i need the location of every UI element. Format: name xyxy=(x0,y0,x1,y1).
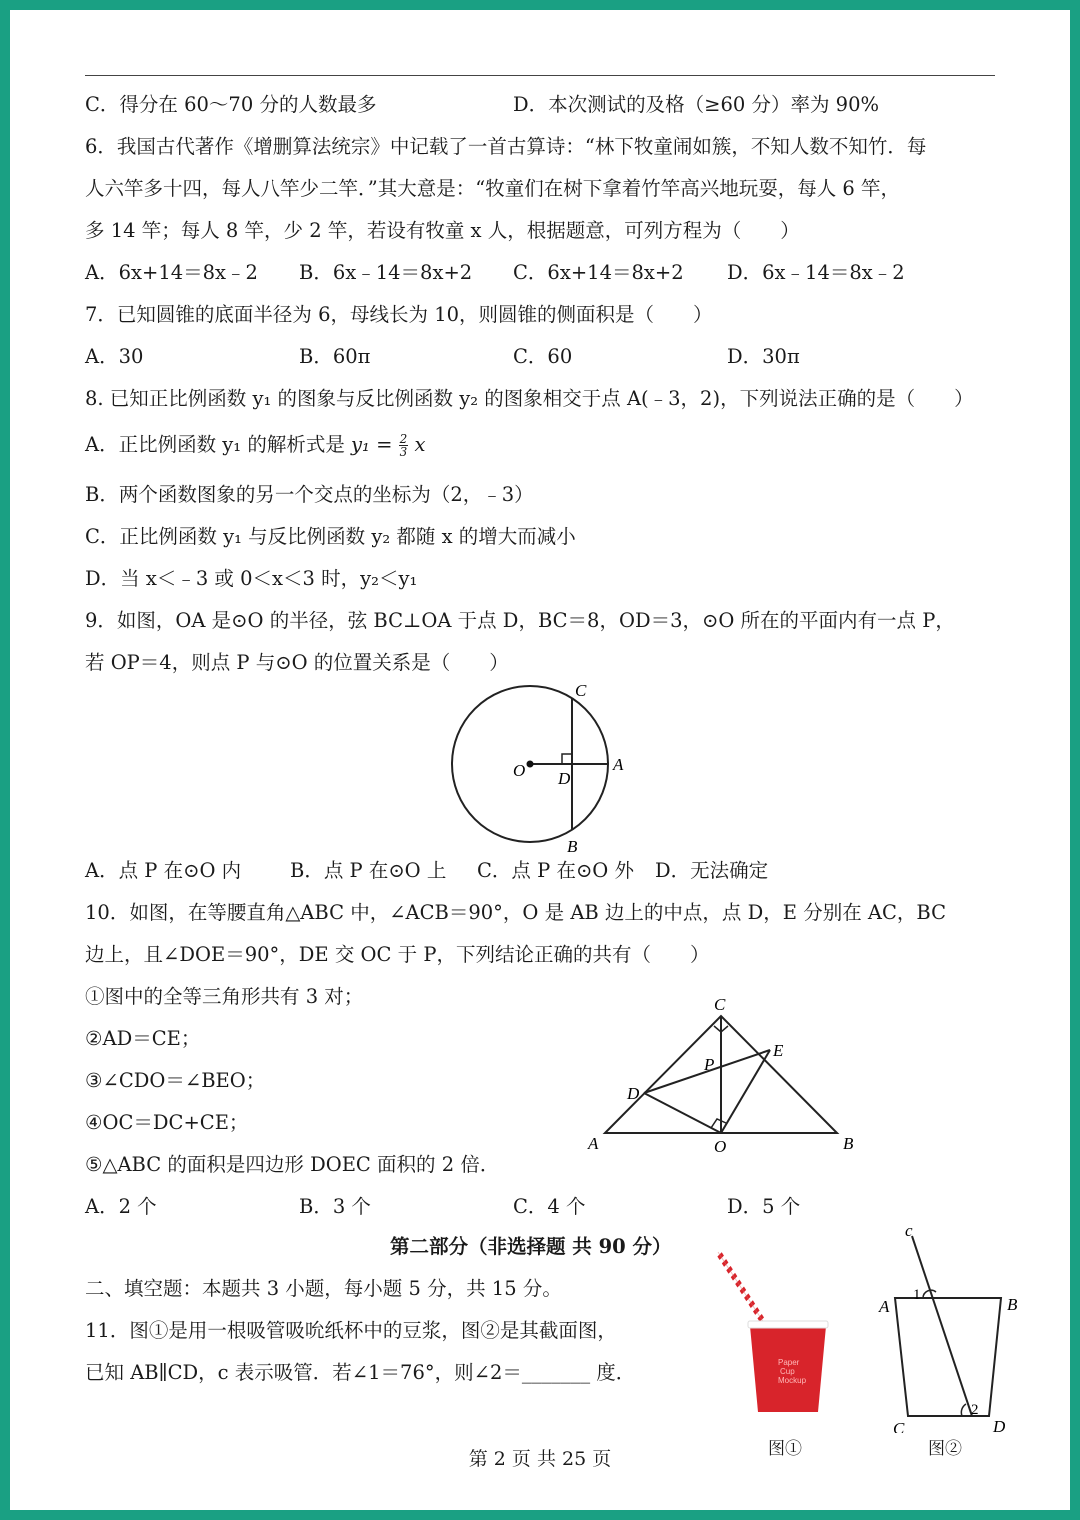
q8-option-c: C．正比例函数 y₁ 与反比例函数 y₂ 都随 x 的增大而减小 xyxy=(85,525,576,548)
q8-option-a-text: A．正比例函数 y₁ 的解析式是 xyxy=(85,433,345,456)
label-c: C xyxy=(575,681,587,700)
q7-stem: 7．已知圆锥的底面半径为 6，母线长为 10，则圆锥的侧面积是（ ） xyxy=(85,303,713,326)
paper-cup-figure xyxy=(700,1240,840,1425)
q5-option-c: C．得分在 60～70 分的人数最多 xyxy=(85,93,377,116)
center-point xyxy=(527,761,534,768)
q8-option-a-var: x xyxy=(414,433,426,456)
q9-option-b: B．点 P 在⊙O 上 xyxy=(290,859,447,882)
q8-stem: 8. 已知正比例函数 y₁ 的图象与反比例函数 y₂ 的图象相交于点 A(﹣3，2)，下列说法正确的是（ ） xyxy=(85,387,974,410)
label-e: E xyxy=(773,1041,784,1060)
q9-circle-figure xyxy=(435,678,645,858)
q7-option-d: D．30π xyxy=(727,345,800,368)
segment-do xyxy=(644,1093,721,1133)
q10-statement-2: ②AD＝CE； xyxy=(85,1027,201,1050)
exam-page xyxy=(10,10,1070,1510)
fill-in-section-header: 二、填空题：本题共 3 小题，每小题 5 分，共 15 分。 xyxy=(85,1277,562,1300)
q10-option-a: A．2 个 xyxy=(85,1195,157,1218)
cup-logo-line2: Cup xyxy=(780,1367,795,1376)
q8-option-d: D．当 x＜﹣3 或 0＜x＜3 时，y₂＜y₁ xyxy=(85,567,418,590)
q7-option-c: C．60 xyxy=(513,345,573,368)
q8-option-a-lhs: y₁ = xyxy=(351,433,393,456)
straw-line-c xyxy=(912,1236,972,1416)
q6-stem-line1: 6．我国古代著作《增删算法统宗》中记载了一首古算诗：“林下牧童闹如簇，不知人数不知竹．每 xyxy=(85,135,927,158)
cup-cross-section-figure xyxy=(865,1218,1025,1433)
label-b: B xyxy=(843,1134,854,1152)
q9-option-a: A．点 P 在⊙O 内 xyxy=(85,859,242,882)
q6-stem-line2: 人六竿多十四，每人八竿少二竿．”其大意是：“牧童们在树下拿着竹竿高兴地玩耍，每人 6 竿， xyxy=(85,177,900,200)
q6-option-a: A．6x+14＝8x﹣2 xyxy=(85,261,258,284)
q8-option-b: B．两个函数图象的另一个交点的坐标为（2，﹣3） xyxy=(85,483,534,506)
label-b: B xyxy=(1007,1295,1018,1314)
segment-eo xyxy=(721,1050,770,1133)
label-a: A xyxy=(613,755,624,774)
q5-option-d: D．本次测试的及格（≥60 分）率为 90% xyxy=(513,93,880,116)
figure-2-caption: 图② xyxy=(928,1439,962,1459)
q6-option-b: B．6x﹣14＝8x+2 xyxy=(299,261,473,284)
label-d: D xyxy=(558,769,571,788)
label-a: A xyxy=(588,1134,599,1152)
label-c-point: C xyxy=(893,1419,905,1433)
fraction-denominator: 3 xyxy=(399,445,408,459)
fraction-numerator: 2 xyxy=(399,432,408,446)
q10-triangle-figure xyxy=(580,982,870,1152)
q7-option-a: A．30 xyxy=(85,345,144,368)
label-c-straw: c xyxy=(905,1221,913,1240)
right-angle-mark xyxy=(562,754,572,764)
q8-option-a-fraction xyxy=(399,433,409,458)
q6-stem-line3: 多 14 竿；每人 8 竿，少 2 竿，若设有牧童 x 人，根据题意，可列方程为（ ） xyxy=(85,219,800,242)
q7-option-b: B．60π xyxy=(299,345,371,368)
angle-1-label: 1 xyxy=(913,1287,921,1303)
q6-option-d: D．6x﹣14＝8x﹣2 xyxy=(727,261,905,284)
label-o: O xyxy=(513,761,526,780)
q10-option-d: D．5 个 xyxy=(727,1195,801,1218)
q8-option-a xyxy=(85,432,425,458)
q9-stem-line1: 9．如图，OA 是⊙O 的半径，弦 BC⊥OA 于点 D，BC＝8，OD＝3，⊙O 所在的平面内有一点 P， xyxy=(85,609,955,632)
label-p: P xyxy=(704,1055,715,1074)
cup-section-outline xyxy=(895,1298,1001,1416)
label-b: B xyxy=(567,837,578,856)
q10-stem-line1: 10．如图，在等腰直角△ABC 中，∠ACB＝90°，O 是 AB 边上的中点，点 D，E 分别在 AC，BC xyxy=(85,901,947,924)
label-d: D xyxy=(627,1084,640,1103)
cup-logo-line3: Mockup xyxy=(778,1376,807,1385)
header-rule xyxy=(85,75,995,76)
q10-statement-3: ③∠CDO＝∠BEO； xyxy=(85,1069,266,1092)
label-d: D xyxy=(993,1417,1006,1433)
q10-option-c: C．4 个 xyxy=(513,1195,586,1218)
q9-option-d: D．无法确定 xyxy=(655,859,769,882)
label-a: A xyxy=(879,1297,890,1316)
q10-statement-4: ④OC＝DC+CE； xyxy=(85,1111,249,1134)
cup-rim xyxy=(748,1321,828,1328)
angle-2-arc xyxy=(961,1404,966,1416)
q11-stem-line1: 11．图①是用一根吸管吸吮纸杯中的豆浆，图②是其截面图， xyxy=(85,1319,617,1342)
label-c: C xyxy=(714,995,726,1014)
q9-option-c: C．点 P 在⊙O 外 xyxy=(477,859,634,882)
q10-option-b: B．3 个 xyxy=(299,1195,371,1218)
q9-stem-line2: 若 OP＝4，则点 P 与⊙O 的位置关系是（ ） xyxy=(85,651,509,674)
q10-statement-5: ⑤△ABC 的面积是四边形 DOEC 面积的 2 倍． xyxy=(85,1153,500,1176)
part2-title: 第二部分（非选择题 共 90 分） xyxy=(390,1235,672,1258)
label-o: O xyxy=(714,1137,727,1152)
angle-2-label: 2 xyxy=(971,1402,979,1418)
page-footer: 第 2 页 共 25 页 xyxy=(468,1448,612,1470)
q10-stem-line2: 边上，且∠DOE＝90°，DE 交 OC 于 P，下列结论正确的共有（ ） xyxy=(85,943,710,966)
figure-1-caption: 图① xyxy=(768,1439,802,1459)
q10-statement-1: ①图中的全等三角形共有 3 对； xyxy=(85,985,364,1008)
q11-stem-line2: 已知 AB∥CD，c 表示吸管．若∠1＝76°，则∠2＝_______ 度． xyxy=(85,1361,636,1384)
cup-logo-line1: Paper xyxy=(778,1358,800,1367)
q6-option-c: C．6x+14＝8x+2 xyxy=(513,261,684,284)
